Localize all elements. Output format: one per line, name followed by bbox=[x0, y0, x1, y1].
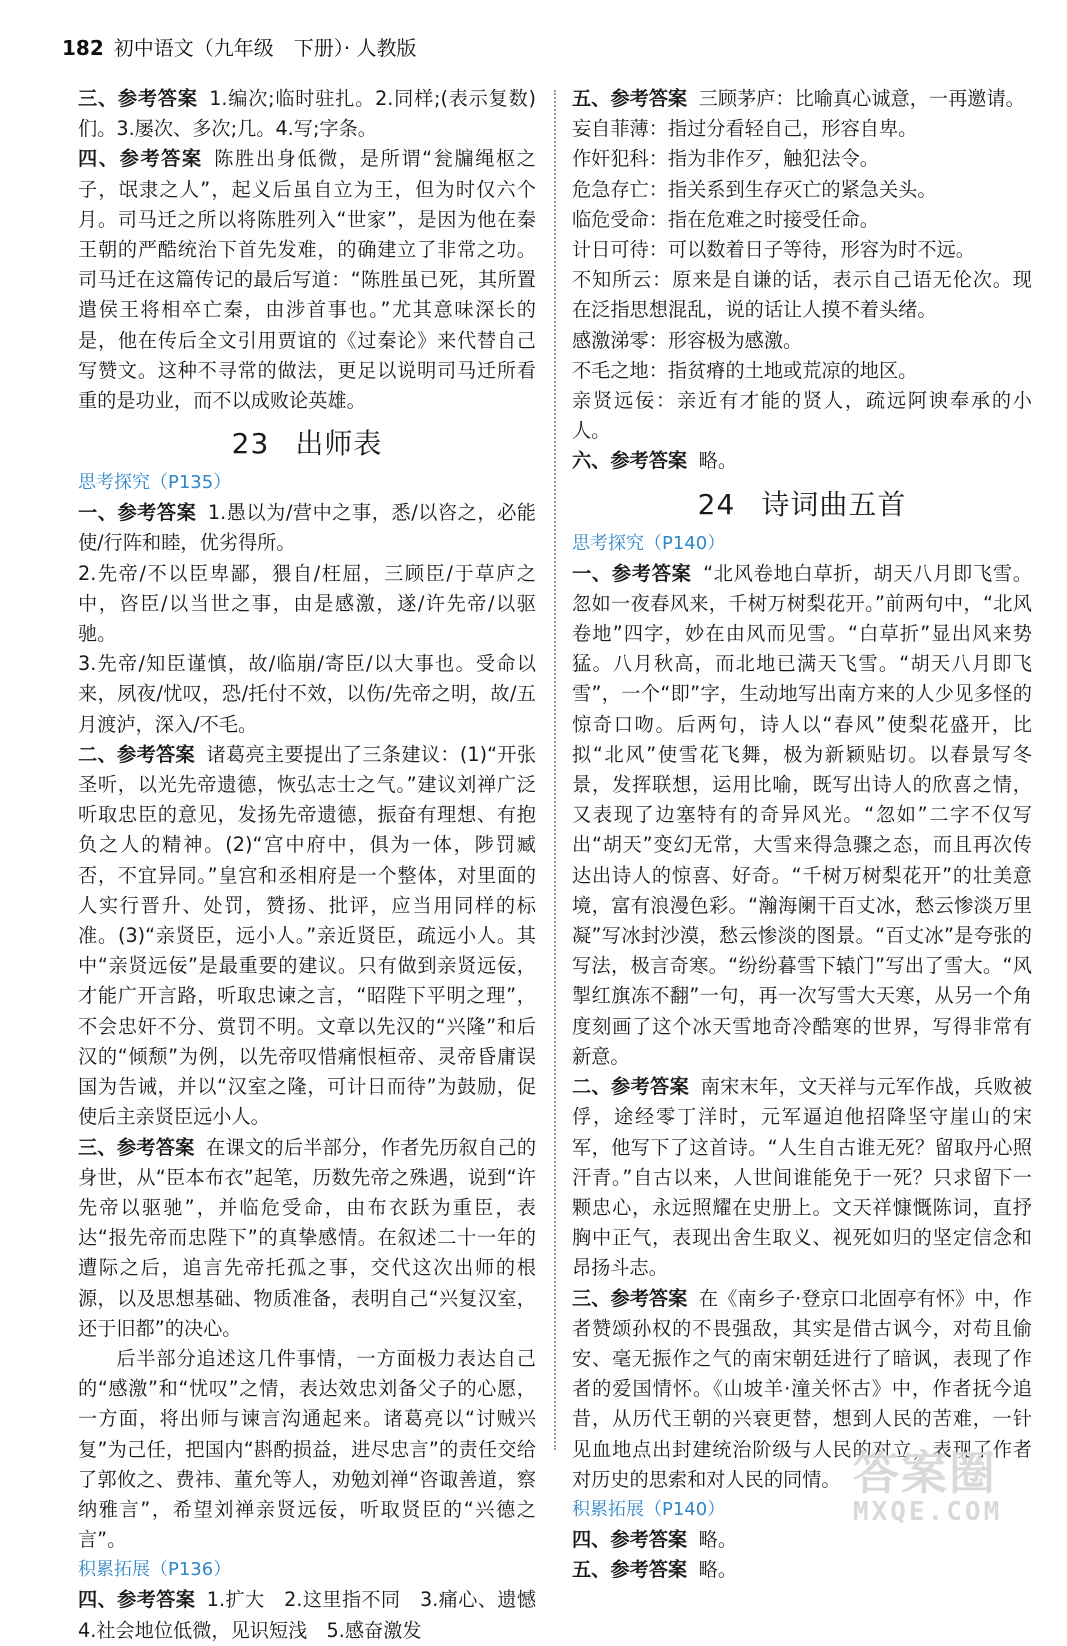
answer-text: 陈胜出身低微，是所谓“瓮牖绳枢之子，氓隶之人”，起义后虽自立为王，但为时仅六个月。司马迁之所以将陈胜列入“世家”，是因为他在秦王朝的严酷统治下首先发难，的确建立了非常之功。司马迁在这篇传记的最后写道：“陈胜虽已死，其所置遣侯王将相卒亡秦，由涉首事也。”尤其意味深长的是，他在传后全文引用贾谊的《过秦论》来代替自己写赞文。这种不寻常的做法，更足以说明司马迁所看重的是功业，而不以成败论英雄。 bbox=[78, 147, 536, 413]
lesson-title bbox=[78, 424, 536, 464]
lesson-number: 24 bbox=[697, 487, 736, 521]
left-column bbox=[78, 84, 556, 1646]
answer-lead: 三、参考答案 bbox=[78, 87, 198, 110]
lesson-title bbox=[572, 485, 1032, 525]
answer-paragraph bbox=[78, 144, 536, 416]
idiom-item: 不毛之地：指贫瘠的土地或荒凉的地区。 bbox=[572, 358, 918, 382]
answer-lead: 四、参考答案 bbox=[78, 1588, 196, 1612]
answer-item: 3.先帝/知臣谨慎，故/临崩/寄臣/以大事也。受命以来，夙夜/忧叹，恐/托付不效，以伤/先帝之明，故/五月渡泸，深入/不毛。 bbox=[78, 652, 536, 736]
watermark-logo bbox=[853, 1448, 1053, 1528]
right-column bbox=[572, 84, 1032, 1585]
answer-paragraph: 后半部分追述这几件事情，一方面极力表达自己的“感激”和“忧叹”之情，表达效忠刘备父子的心愿，一方面，将出师与谏言沟通起来。诸葛亮以“讨贼兴复”为己任，把国内“斟酌损益，进尽忠言”的责任交给了郭攸之、费祎、董允等人，劝勉刘禅“咨诹善道，察纳雅言”，希望刘禅亲贤远佞，听取贤臣的“兴德之言”。 bbox=[78, 1346, 536, 1552]
answer-paragraph bbox=[78, 1133, 536, 1344]
answer-text: “北风卷地白草折，胡天八月即飞雪。忽如一夜春风来，千树万树梨花开。”前两句中，“北风卷地”四字，妙在由风而见雪。“白草折”显出风来势猛。八月秋高，而北地已满天飞雪。“胡天八月即飞雪”，一个“即”字，生动地写出南方来的人少见多怪的惊奇口吻。后两句，诗人以“春风”使梨花盛开，比拟“北风”使雪花飞舞，极为新颖贴切。以春景写冬景，发挥联想，运用比喻，既写出诗人的欣喜之情，又表现了边塞特有的奇异风光。“忽如”二字不仅写出“胡天”变幻无常，大雪来得急骤之态，而且再次传达出诗人的惊喜、好奇。“千树万树梨花开”的壮美意境，富有浪漫色彩。“瀚海阑干百丈冰，愁云惨淡万里凝”写冰封沙漠，愁云惨淡的图景。“百丈冰”是夸张的写法，极言奇寒。“纷纷暮雪下辕门”写出了雪大。“风掣红旗冻不翻”一句，再一次写雪大天寒，从另一个角度刻画了这个冰天雪地奇冷酷寒的世界，写得非常有新意。 bbox=[572, 561, 1032, 1068]
subheading: 思考探究（P140） bbox=[572, 532, 726, 554]
answer-lead: 四、参考答案 bbox=[78, 147, 203, 171]
answer-lead: 三、参考答案 bbox=[572, 1286, 688, 1310]
answer-paragraph bbox=[572, 1072, 1032, 1283]
idiom-item: 不知所云：原来是自谦的话，表示自己语无伦次。现在泛指思想混乱，说的话让人摸不着头绪。 bbox=[572, 268, 1032, 322]
lesson-name: 诗词曲五首 bbox=[761, 487, 907, 521]
answer-lead: 五、参考答案 bbox=[572, 1558, 688, 1582]
idiom-item: 亲贤远佞：亲近有才能的贤人，疏远阿谀奉承的小人。 bbox=[572, 389, 1032, 443]
answer-lead: 一、参考答案 bbox=[78, 501, 197, 525]
idiom-item: 感激涕零：形容极为感激。 bbox=[572, 328, 803, 352]
answer-paragraph bbox=[572, 559, 1032, 1072]
subheading: 积累拓展（P140） bbox=[572, 1498, 726, 1520]
book-title: 初中语文（九年级 下册）· 人教版 bbox=[113, 36, 417, 60]
answer-text: 1.扩大 2.这里指不同 3.痛心、遗憾 4.社会地位低微，见识短浅 5.感奋激发 bbox=[78, 1588, 556, 1642]
answer-text: 诸葛亮主要提出了三条建议：(1)“开张圣听，以光先帝遗德，恢弘志士之气。”建议刘禅广泛听取忠臣的意见，发扬先帝遗德，振奋有理想、有抱负之人的精神。(2)“宫中府中，俱为一体，陟罚臧否，不宜异同。”皇宫和丞相府是一个整体，对里面的人实行晋升、处罚，赞扬、批评，应当用同样的标准。(3)“亲贤臣，远小人。”亲近贤臣，疏远小人。其中“亲贤远佞”是最重要的建议。只有做到亲贤远佞，才能广开言路，听取忠谏之言，“昭陛下平明之理”，不会忠奸不分、赏罚不明。文章以先汉的“兴隆”和后汉的“倾颓”为例，以先帝叹惜痛恨桓帝、灵帝昏庸误国为告诫，并以“汉室之隆，可计日而待”为鼓励，促使后主亲贤臣远小人。 bbox=[78, 742, 537, 1129]
answer-text: 略。 bbox=[698, 449, 738, 473]
idiom-item: 危急存亡：指关系到生存灭亡的紧急关头。 bbox=[572, 177, 937, 201]
answer-paragraph bbox=[78, 740, 536, 1133]
answer-text: 1.愚以为/营中之事，悉/以咨之，必能使/行阵和睦，优劣得所。 bbox=[78, 501, 536, 555]
answer-text: 略。 bbox=[698, 1558, 738, 1582]
answer-paragraph bbox=[572, 1525, 1032, 1555]
idiom-item: 妄自菲薄：指过分看轻自己，形容自卑。 bbox=[572, 117, 918, 141]
idiom-item: 作奸犯科：指为非作歹，触犯法令。 bbox=[572, 147, 879, 171]
answer-text: 在《南乡子·登京口北固亭有怀》中，作者赞颂孙权的不畏强敌，其实是借古讽今，对苟且偷安、毫无振作之气的南宋朝廷进行了暗讽，表现了作者的爱国情怀。《山坡羊·潼关怀古》中，作者抚今追昔，从历代王朝的兴衰更替，想到人民的苦难，一针见血地点出封建统治阶级与人民的对立，表现了作者对历史的思索和对人民的同情。 bbox=[572, 1286, 1032, 1491]
answer-paragraph bbox=[572, 1555, 1032, 1585]
answer-lead: 三、参考答案 bbox=[78, 1135, 195, 1159]
answer-text: 在课文的后半部分，作者先历叙自己的身世，从“臣本布衣”起笔，历数先帝之殊遇，说到“许先帝以驱驰”，并临危受命，由布衣跃为重臣，表达“报先帝而忠陛下”的真挚感情。在叙述二十一年的遭际之后，追言先帝托孤之事，交代这次出师的根源，以及思想基础、物质准备，表明自己“兴复汉室，还于旧都”的决心。 bbox=[78, 1135, 537, 1340]
answer-paragraph bbox=[78, 1585, 556, 1645]
column-divider bbox=[554, 90, 556, 1450]
answer-lead: 二、参考答案 bbox=[78, 742, 195, 766]
answer-paragraph bbox=[78, 498, 536, 558]
subheading: 积累拓展（P136） bbox=[78, 1559, 232, 1581]
watermark-text: 答案圈 bbox=[853, 1446, 997, 1500]
answer-text: 南宋末年，文天祥与元军作战，兵败被俘，途经零丁洋时，元军逼迫他招降坚守崖山的宋军，他写下了这首诗。“人生自古谁无死？留取丹心照汗青。”自古以来，人世间谁能免于一死？只求留下一颗忠心，永远照耀在史册上。文天祥慷慨陈词，直抒胸中正气，表现出舍生取义、视死如归的坚定信念和昂扬斗志。 bbox=[572, 1075, 1033, 1280]
answer-paragraph bbox=[78, 84, 536, 144]
answer-lead: 六、参考答案 bbox=[572, 449, 688, 473]
answer-paragraph bbox=[572, 446, 1032, 476]
answer-lead: 二、参考答案 bbox=[572, 1075, 690, 1099]
answer-lead: 一、参考答案 bbox=[572, 561, 692, 585]
idiom-item: 临危受命：指在危难之时接受任命。 bbox=[572, 207, 879, 231]
answer-lead: 四、参考答案 bbox=[572, 1527, 688, 1551]
idiom-item: 计日可待：可以数着日子等待，形容为时不远。 bbox=[572, 238, 975, 262]
answer-paragraph bbox=[572, 84, 1032, 114]
watermark-url: MXQE.COM bbox=[853, 1497, 1003, 1527]
page-number: 182 bbox=[62, 36, 104, 60]
answer-text: 三顾茅庐：比喻真心诚意，一再邀请。 bbox=[698, 87, 1025, 110]
lesson-name: 出师表 bbox=[295, 427, 383, 461]
answer-text: 略。 bbox=[698, 1527, 738, 1551]
answer-lead: 五、参考答案 bbox=[572, 87, 688, 110]
subheading: 思考探究（P135） bbox=[78, 472, 232, 494]
answer-item: 2.先帝/不以臣卑鄙，猥自/枉屈，三顾臣/于草庐之中，咨臣/以当世之事，由是感激，遂/许先帝/以驱驰。 bbox=[78, 561, 536, 646]
page-header bbox=[62, 34, 416, 62]
lesson-number: 23 bbox=[231, 427, 270, 461]
answer-text: 1.编次;临时驻扎。2.同样;(表示复数)们。3.屡次、多次;几。4.写;字条。 bbox=[78, 87, 537, 141]
